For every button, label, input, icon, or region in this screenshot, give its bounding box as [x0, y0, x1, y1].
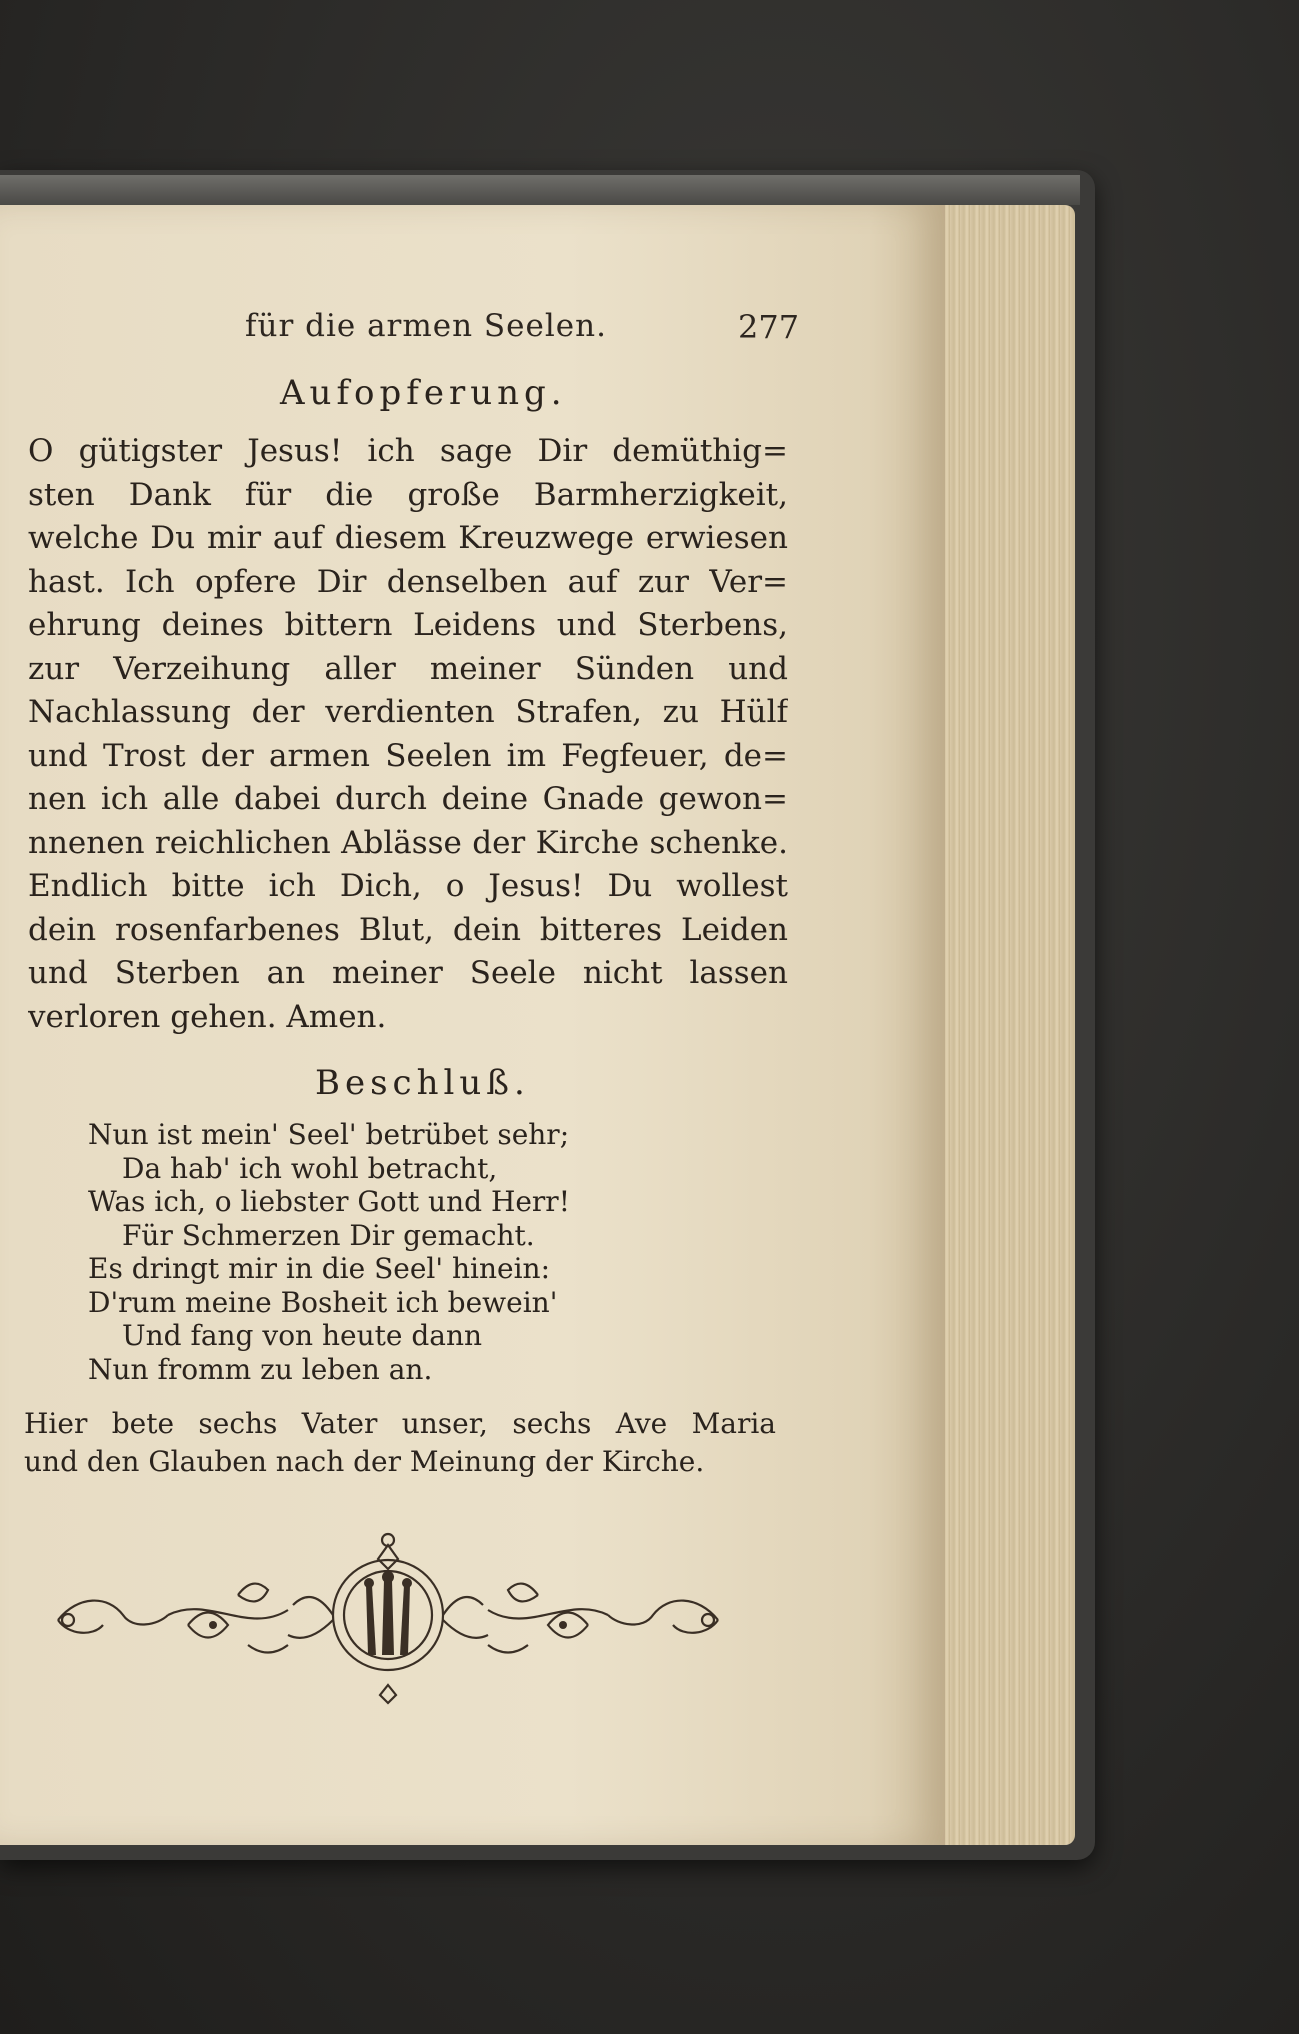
verse-line: Nun fromm zu leben an.	[88, 1352, 433, 1386]
paragraph-line: zur Verzeihung aller meiner Sünden und	[28, 650, 788, 687]
paragraph-line: dein rosenfarbenes Blut, dein bitteres Leiden	[28, 911, 788, 948]
rubric-line: Hier bete sechs Vater unser, sechs Ave Maria	[24, 1407, 776, 1440]
paragraph-line: nen ich alle dabei durch deine Gnade gewon=	[28, 781, 788, 817]
paragraph-line: ehrung deines bittern Leidens und Sterbens,	[28, 607, 788, 643]
paragraph-line: O gütigster Jesus! ich sage Dir demüthig=	[28, 433, 788, 469]
paragraph-line: Endlich bitte ich Dich, o Jesus! Du wollest	[28, 868, 788, 904]
book-cover-top-edge	[0, 175, 1080, 205]
paragraph-line: und Sterben an meiner Seele nicht lassen	[28, 955, 788, 991]
paragraph-line: sten Dank für die große Barmherzigkeit,	[28, 476, 788, 513]
verse-line: Nun ist mein' Seel' betrübet sehr;	[88, 1118, 570, 1151]
running-head: für die armen Seelen.	[245, 308, 607, 344]
paragraph-line: und Trost der armen Seelen im Fegfeuer, de=	[28, 737, 788, 774]
prayer-paragraph	[28, 430, 788, 1039]
hymn-verse	[88, 1118, 728, 1386]
page-number: 277	[738, 308, 800, 346]
verse-line: Es dringt mir in die Seel' hinein:	[88, 1252, 550, 1285]
verse-line: Was ich, o liebster Gott und Herr!	[88, 1185, 570, 1218]
paragraph-line: Nachlassung der verdienten Strafen, zu Hülf	[28, 694, 788, 730]
verse-line: Für Schmerzen Dir gemacht.	[122, 1218, 535, 1252]
paragraph-line: verloren gehen. Amen.	[28, 998, 387, 1035]
decorative-vignette-ornament	[38, 1525, 738, 1705]
rubric-line: und den Glauben nach der Meinung der Kirche.	[24, 1445, 705, 1478]
verse-line: Und fang von heute dann	[122, 1319, 483, 1352]
page-edges	[940, 205, 1075, 1845]
verse-line: D'rum meine Bosheit ich bewein'	[88, 1285, 558, 1319]
rubric-instruction	[24, 1405, 776, 1481]
paragraph-line: hast. Ich opfere Dir denselben auf zur Ver=	[28, 563, 788, 600]
paragraph-line: nnenen reichlichen Ablässe der Kirche schenke.	[28, 824, 788, 861]
paragraph-line: welche Du mir auf diesem Kreuzwege erwiesen	[28, 520, 788, 556]
section-heading-aufopferung: Aufopferung.	[280, 373, 567, 413]
section-heading-beschluss: Beschluß.	[315, 1063, 530, 1103]
verse-line: Da hab' ich wohl betracht,	[122, 1151, 498, 1185]
